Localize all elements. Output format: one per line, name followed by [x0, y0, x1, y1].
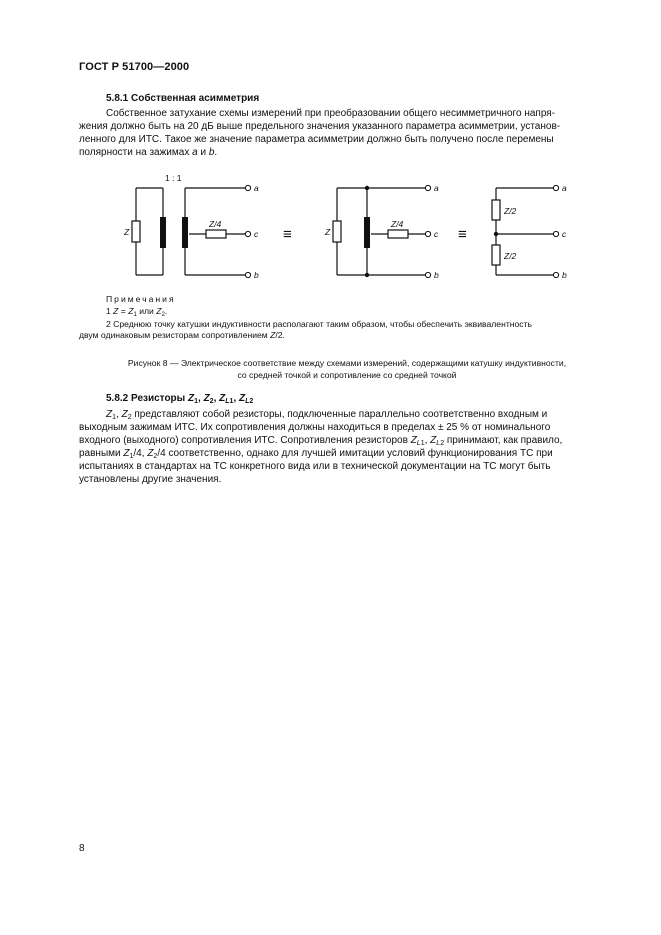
- ratio-label: 1 : 1: [165, 173, 182, 183]
- terminal-a-label-2: a: [434, 183, 439, 193]
- section-582-line3: входного (выходного) сопротивления ИТС. Сопротивления резисторов $Z_{L1}$, $Z_{L2}$ принимают, как правило,: [79, 435, 563, 447]
- z2-label-top: Z/2: [504, 206, 517, 216]
- page-number: 8: [79, 843, 85, 854]
- z-label-2: Z: [325, 227, 331, 237]
- z4-label-2: Z/4: [391, 219, 404, 229]
- section-581-line4: полярности на зажимах a и b.: [79, 147, 218, 158]
- resistor-z-1: [132, 221, 140, 242]
- equivalence-symbol-1: ≡: [283, 226, 292, 243]
- figure-8-diagram: [0, 0, 661, 300]
- resistor-z2-top: [492, 200, 500, 220]
- z-label-1: Z: [124, 227, 130, 237]
- note-2: 2 Среднюю точку катушки индуктивности располагают таким образом, чтобы обеспечить эквивалентность двум одинаковым резисторам сопротивлением Z/2.: [79, 319, 533, 340]
- resistor-z4-1: [206, 230, 226, 238]
- coil-secondary: [182, 217, 188, 248]
- terminal-a-label-1: a: [254, 183, 259, 193]
- resistor-z-2: [333, 221, 341, 242]
- section-581-line2: жения должно быть на 20 дБ выше предельного значения указанного параметра асимметрии, установ-: [79, 121, 561, 132]
- terminal-c-label-2: c: [434, 229, 439, 239]
- equivalence-symbol-2: ≡: [458, 226, 467, 243]
- figure-caption: Рисунок 8 — Электрическое соответствие между схемами измерений, содержащими катушку индуктивности, со средней точкой и сопротивление со средней точкой: [127, 358, 567, 380]
- notes-title: Примечания: [106, 294, 176, 304]
- resistor-z2-bottom: [492, 245, 500, 265]
- coil-primary: [160, 217, 166, 248]
- section-581-heading: 5.8.1 Собственная асимметрия: [106, 93, 260, 104]
- z2-label-bottom: Z/2: [504, 251, 517, 261]
- section-582-line5: испытаниях в стандартах на ТС конкретного вида или в технической документации на ТС могут быть: [79, 461, 551, 472]
- terminal-a-label-3: a: [562, 183, 567, 193]
- terminal-b-label-1: b: [254, 270, 259, 280]
- terminal-b-label-2: b: [434, 270, 439, 280]
- section-582-line2: выходным зажимам ИТС. Их сопротивления должны находиться в пределах ± 25 % от номинального: [79, 422, 551, 433]
- section-582-line6: установлены другие значения.: [79, 474, 222, 485]
- terminal-b-label-3: b: [562, 270, 567, 280]
- section-582-body: [79, 408, 615, 486]
- document-header: ГОСТ Р 51700—2000: [79, 61, 190, 73]
- section-582-line4: равными $Z_1/4$, $Z_2/4$ соответственно, однако для лучшей имитации условий функционирования ТС при: [79, 448, 553, 460]
- coil-center-tap: [364, 217, 370, 248]
- section-581-line1: Собственное затухание схемы измерений при преобразовании общего несимметричного напря-: [106, 108, 556, 119]
- terminal-c-label-1: c: [254, 229, 259, 239]
- section-582-line1: $Z_1$, $Z_2$ представляют собой резисторы, подключенные параллельно соответственно входным и: [106, 409, 548, 421]
- section-582-heading: 5.8.2 Резисторы $Z_1$, $Z_2$, $Z_{L1}$, $Z_{L2}$: [106, 393, 254, 405]
- terminal-c-label-3: c: [562, 229, 567, 239]
- resistor-z4-2: [388, 230, 408, 238]
- section-581-line3: ленного для ИТС. Такое же значение параметра асимметрии должно быть получено после перемены: [79, 134, 554, 145]
- z4-label-1: Z/4: [209, 219, 222, 229]
- note-1: 1 $Z = Z_1$ или $Z_2$.: [106, 306, 168, 318]
